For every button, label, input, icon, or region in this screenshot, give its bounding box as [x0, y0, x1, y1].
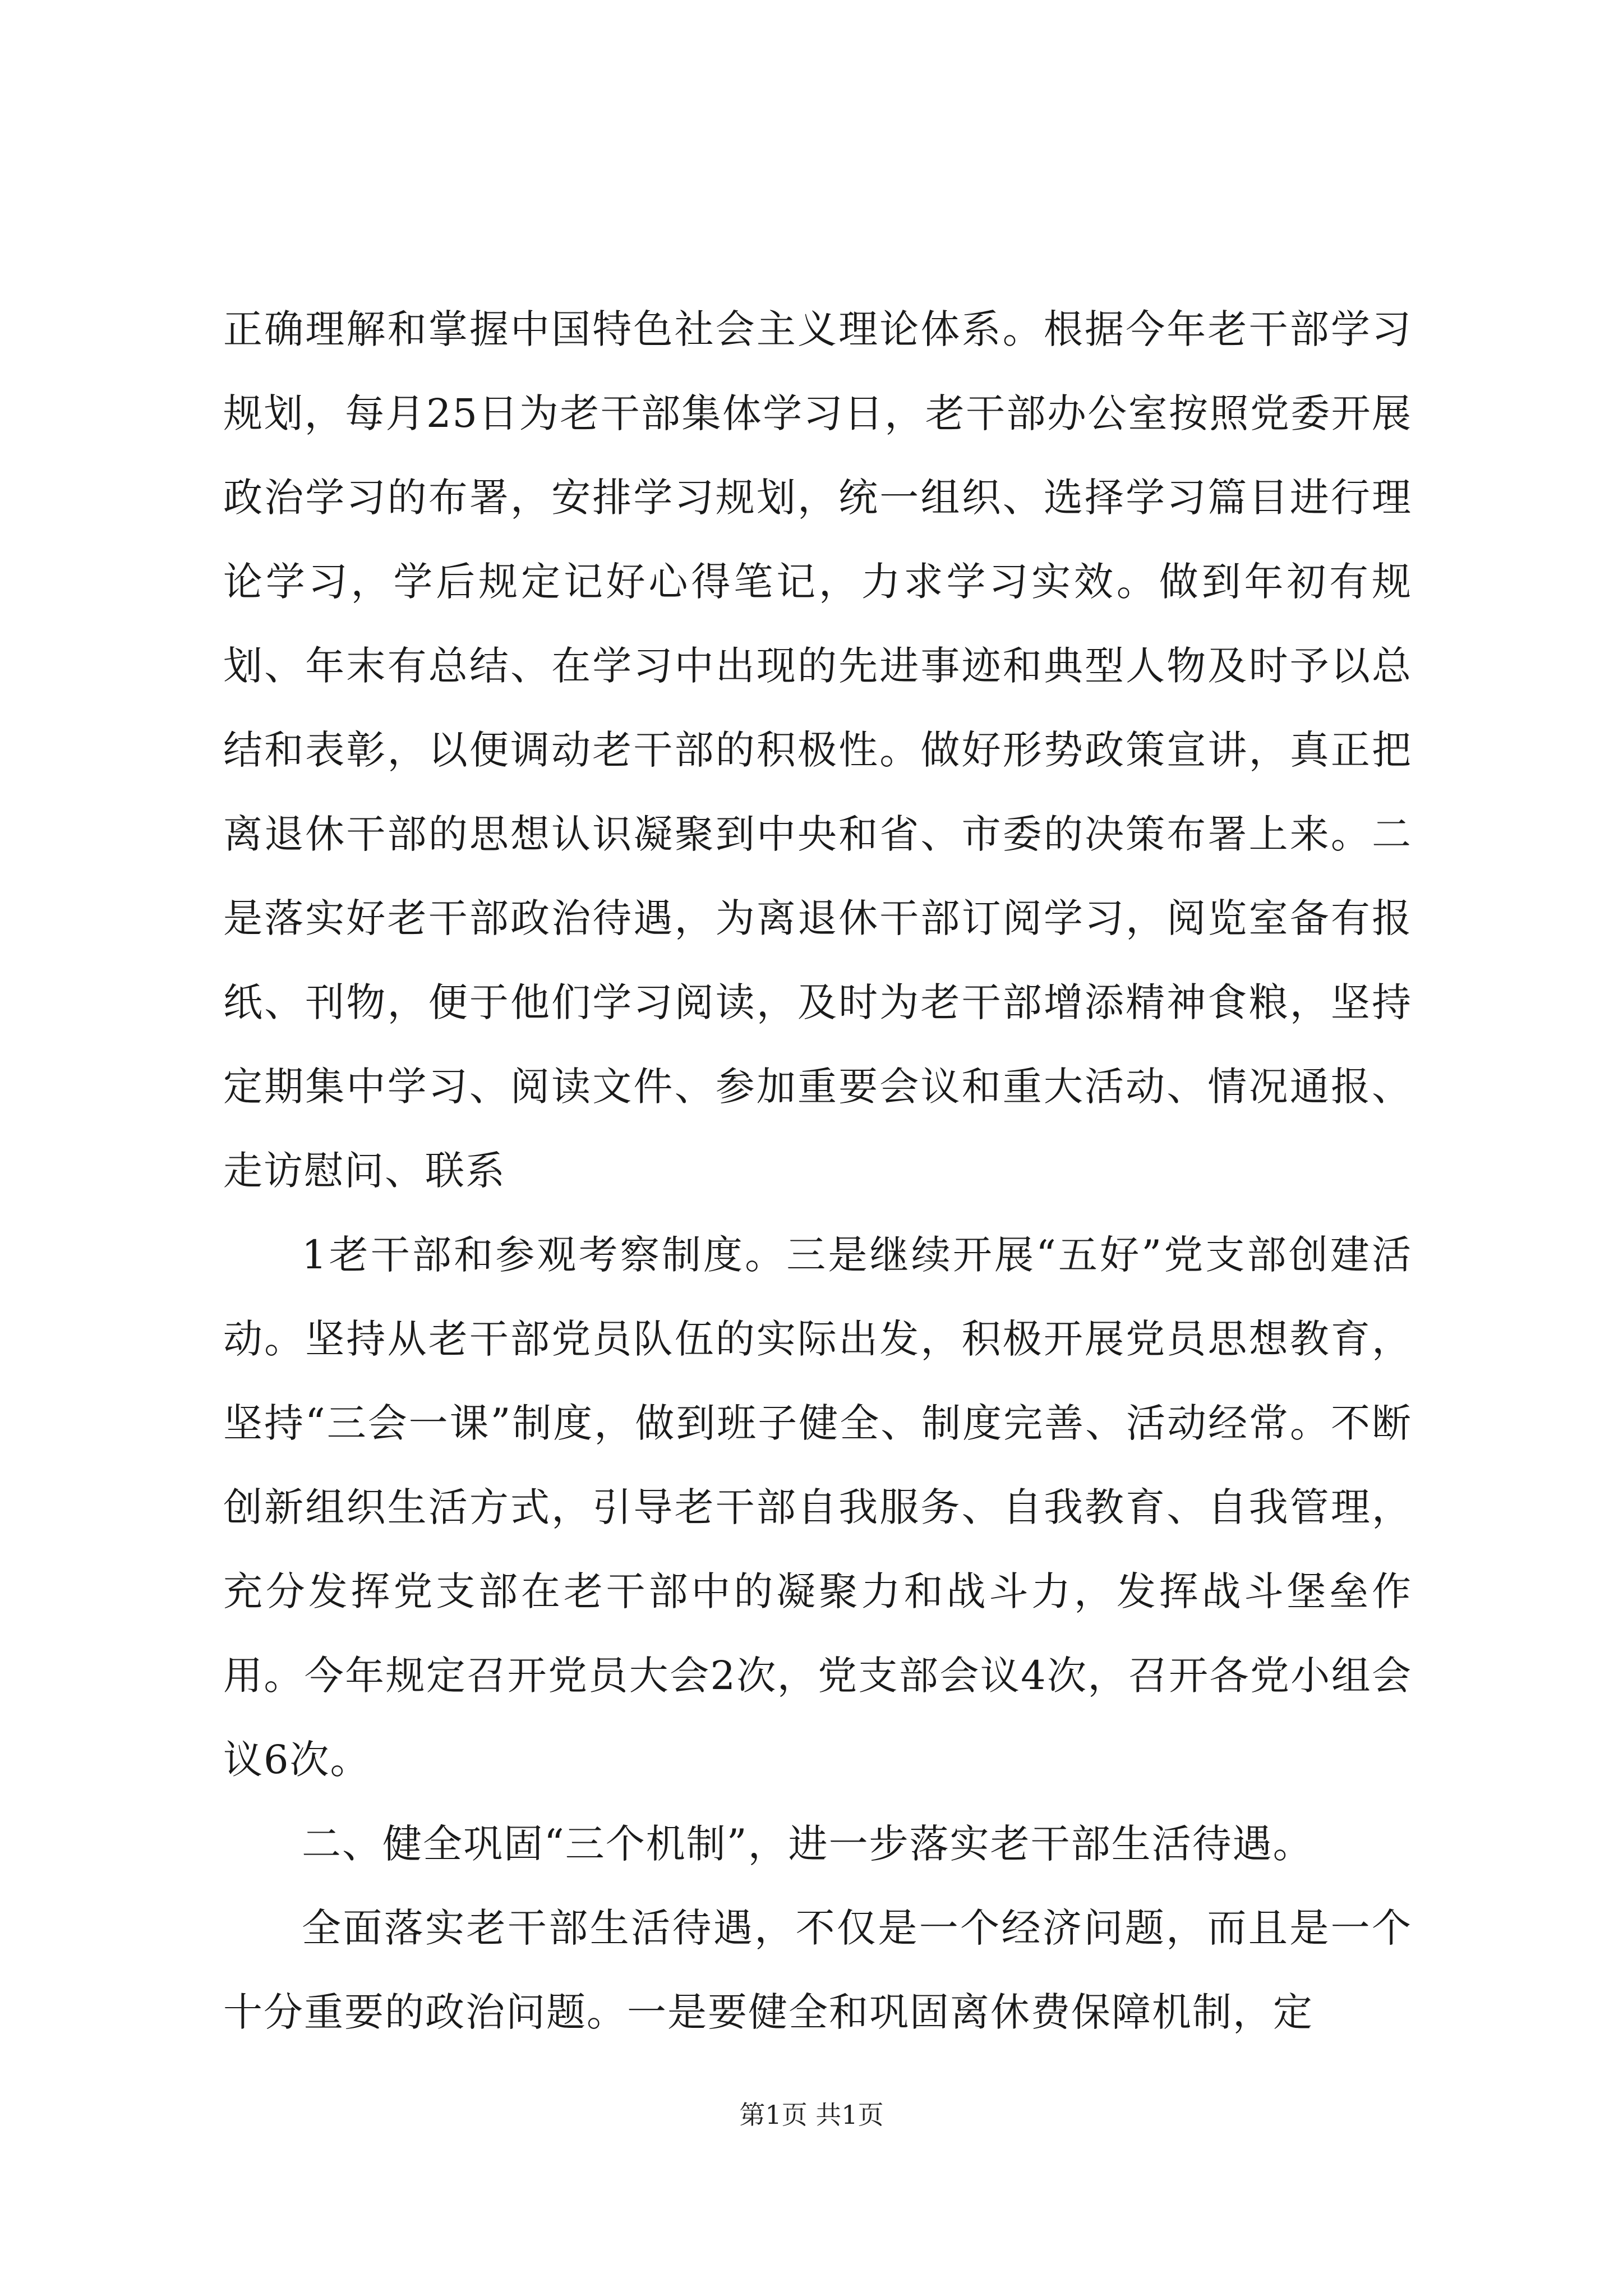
section-heading-two: 二、健全巩固“三个机制”，进一步落实老干部生活待遇。: [302, 1821, 1313, 1867]
paragraph-2: 1老干部和参观考察制度。三是继续开展“五好”党支部创建活动。坚持从老干部党员队伍的实际出发，积极开展党员思想教育，坚持“三会一课”制度，做到班子健全、制度完善、活动经常。不断创新组织生活方式，引导老干部自我服务、自我教育、自我管理，充分发挥党支部在老干部中的凝聚力和战斗力，发挥战斗堡垒作用。今年规定召开党员大会2次，党支部会议4次，召开各党小组会议6次。: [223, 1232, 1412, 1783]
page-number-footer: 第1页 共1页: [739, 2100, 884, 2130]
document-body: [223, 287, 1412, 2054]
paragraph-3: 全面落实老干部生活待遇，不仅是一个经济问题，而且是一个十分重要的政治问题。一是要健全和巩固离休费保障机制，定: [223, 1905, 1412, 2035]
paragraph-1: 正确理解和掌握中国特色社会主义理论体系。根据今年老干部学习规划，每月25日为老干部集体学习日，老干部办公室按照党委开展政治学习的布署，安排学习规划，统一组织、选择学习篇目进行理论学习，学后规定记好心得笔记，力求学习实效。做到年初有规划、年末有总结、在学习中出现的先进事迹和典型人物及时予以总结和表彰，以便调动老干部的积极性。做好形势政策宣讲，真正把离退休干部的思想认识凝聚到中央和省、市委的决策布署上来。二是落实好老干部政治待遇，为离退休干部订阅学习，阅览室备有报纸、刊物，便于他们学习阅读，及时为老干部增添精神食粮，坚持定期集中学习、阅读文件、参加重要会议和重大活动、情况通报、走访慰问、联系: [223, 306, 1412, 1194]
